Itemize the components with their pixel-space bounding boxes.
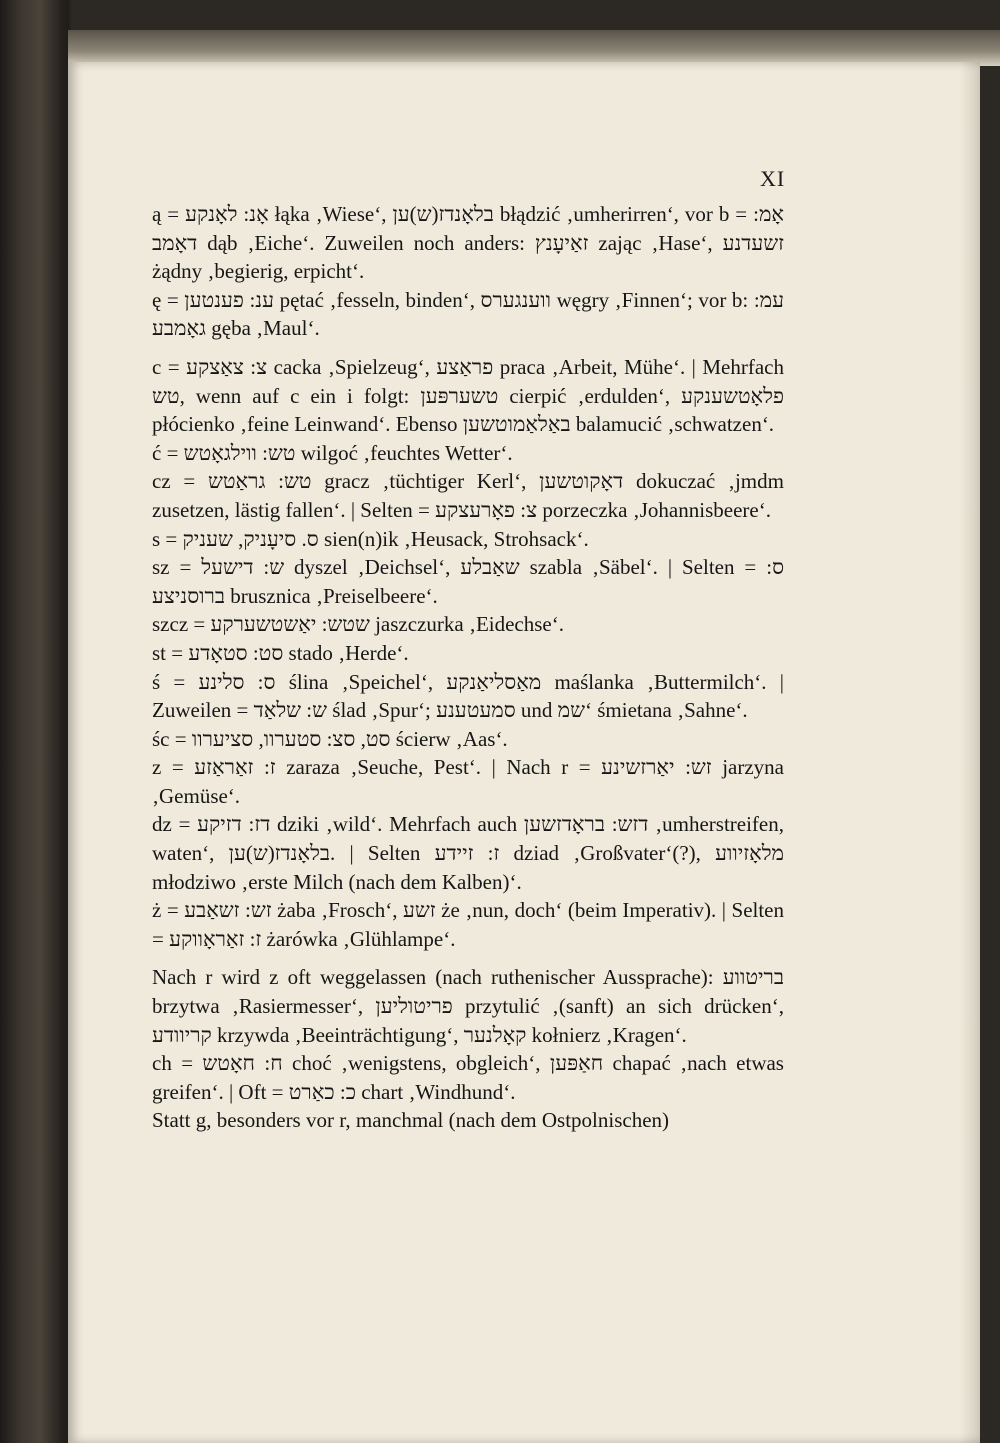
entry-c-acute: ć = טש: ווילגאָטש wilgoć ‚feuchtes Wetter‘. <box>152 440 513 465</box>
page-number: XI <box>760 166 786 191</box>
entry-s: s = ס. סיעָניק, שעניק sien(n)ik ‚Heusack, Strohsack‘. <box>152 526 589 551</box>
paragraph-g-note: Statt g, besonders vor r, manchmal (nach dem Ostpolnischen) <box>152 1108 670 1133</box>
paragraph-r-note: Nach r wird z oft weggelassen (nach ruthenischer Aussprache): בריטווע brzytwa ‚Rasiermesser‘, פריטוליען przytulić ‚(sanft) an sich drücken‘, קריוודע krzywda ‚Beeinträchtigung‘, קאָלנער kołnierz ‚Kragen‘. <box>152 965 785 1047</box>
entry-szcz: szcz = שטש: יאַשטשערקע jaszczurka ‚Eidechse‘. <box>152 612 564 637</box>
entry-dz: dz = דז: דזיקע dziki ‚wild‘. Mehrfach auch דזש: בראָדזשען ‚umherstreifen, waten‘, בלאָנדז(ש)ען. | Selten ז: זיידע dziad ‚Großvater‘(?), מלאָזיווע młodziwo ‚erste Milch (nach dem Kalben)‘. <box>152 812 784 894</box>
entry-sc: śc = סט, סצ: סטערוו, סציערוו ścierw ‚Aas‘. <box>152 726 508 751</box>
entry-st: st = סט: סטאָדע stado ‚Herde‘. <box>152 640 409 665</box>
page-body <box>152 200 784 1135</box>
entry-z: z = ז: זאַראַזע zaraza ‚Seuche, Pest‘. | Nach r = זש: יאַרזשינע jarzyna ‚Gemüse‘. <box>152 755 784 808</box>
entry-a-ogonek: ą = אָנ: לאָנקע łąka ‚Wiese‘, בלאָנדז(ש)ען błądzić ‚umherirren‘, vor b = אָמ: דאָמב dąb ‚Eiche‘. Zuweilen noch anders: זאַיעָנץ zając ‚Hase‘, זשעדנע żądny ‚begierig, erpicht‘. <box>152 202 785 284</box>
entry-ch: ch = ח: חאָטש choć ‚wenigstens, obgleich‘, חאַפּען chapać ‚nach etwas greifen‘. | Oft = כ: כאַרט chart ‚Windhund‘. <box>152 1051 784 1104</box>
entry-sz: sz = ש: דישעל dyszel ‚Deichsel‘, שאַבלע szabla ‚Säbel‘. | Selten = ס: ברוסניצע brusznica ‚Preiselbeere‘. <box>152 555 785 608</box>
entry-cz: cz = טש: גראַטש gracz ‚tüchtiger Kerl‘, דאָקוטשען dokuczać ‚jmdm zusetzen, lästig fallen‘. | Selten = צ: פאָרעצקע porzeczka ‚Johannisbeere‘. <box>152 469 784 522</box>
entry-e-ogonek: ę = ענ: פענטען pętać ‚fesseln, binden‘, ווענגערס węgry ‚Finnen‘; vor b: עמ: גאָמבע gęba ‚Maul‘. <box>152 287 784 341</box>
entry-z-dot: ż = זש: זשאַבע żaba ‚Frosch‘, זשע że ‚nun, doch‘ (beim Imperativ). | Selten = ז: זאַראָווקע żarówka ‚Glühlampe‘. <box>152 898 784 951</box>
entry-c: c = צ: צאַצקע cacka ‚Spielzeug‘, פראַצע praca ‚Arbeit, Mühe‘. | Mehrfach טש, wenn auf c ein i folgt: טשערפּען cierpić ‚erdulden‘, פלאָטשענקע płócienko ‚feine Leinwand‘. Ebenso באַלאַמוטשען balamucić ‚schwatzen‘. <box>152 354 784 437</box>
entry-s-acute: ś = ס: סלינע ślina ‚Speichel‘, מאַסליאַנקע maślanka ‚Buttermilch‘. | Zuweilen = ש: שלאַד ślad ‚Spur‘; סמעטענע und שמ‘ śmietana ‚Sahne‘. <box>152 669 784 723</box>
page-top-edge <box>68 30 1000 66</box>
